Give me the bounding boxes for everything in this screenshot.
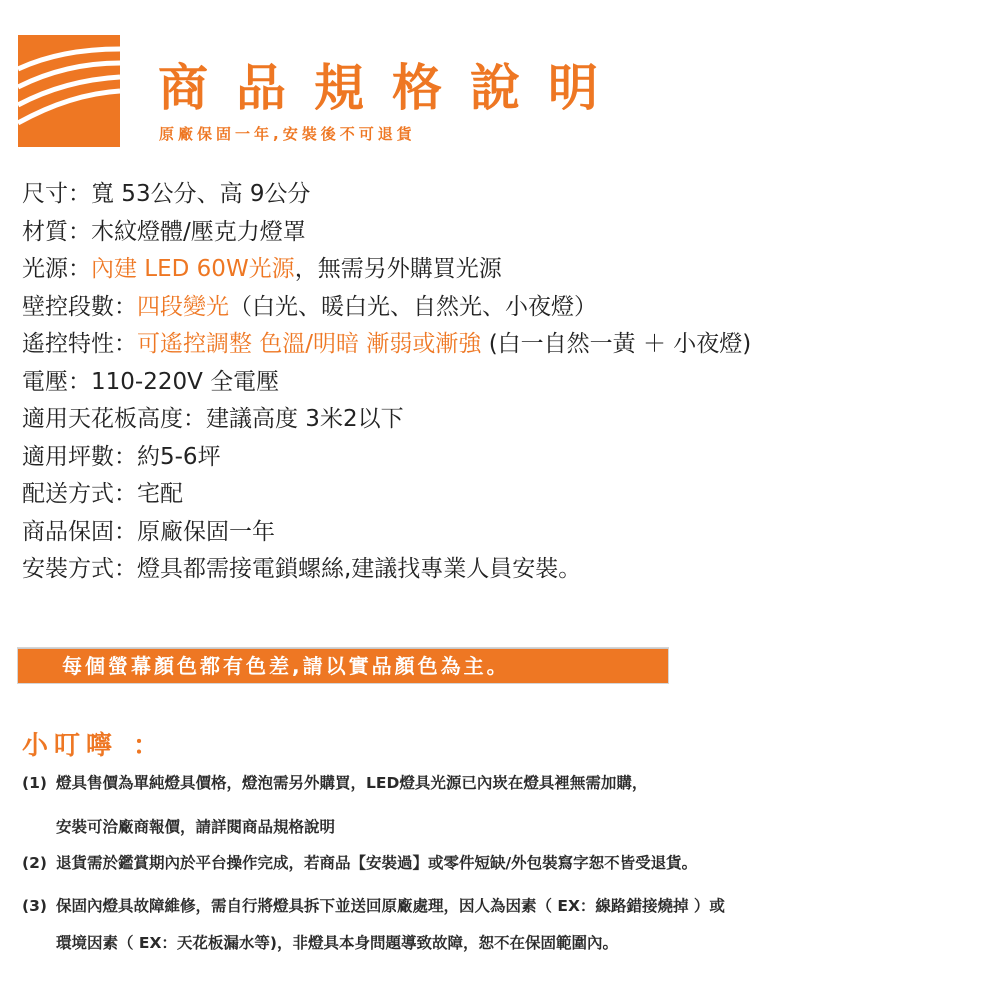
- spec-label: 遙控特性：: [22, 331, 137, 357]
- spec-value: 110-220V 全電壓: [91, 368, 280, 395]
- spec-material: [22, 214, 982, 252]
- spec-label: 光源：: [22, 256, 91, 282]
- tip-text: 保固內燈具故障維修，需自行將燈具拆下並送回原廠處理，因人為因素（ EX：線路錯接燒掉 ）或: [56, 897, 725, 915]
- tips-title: 小叮嚀 ：: [22, 731, 166, 761]
- spec-value: (白一自然一黃 ＋ 小夜燈): [488, 331, 752, 357]
- spec-value: 木紋燈體/壓克力燈罩: [91, 218, 306, 245]
- tip-text: 安裝可洽廠商報價，請詳閱商品規格說明: [56, 818, 336, 836]
- spec-label: 商品保固：: [22, 518, 137, 545]
- spec-value: 約5-6坪: [137, 443, 221, 470]
- spec-label: 材質：: [22, 218, 91, 245]
- spec-label: 適用天花板高度：: [22, 406, 206, 432]
- spec-delivery: [22, 476, 982, 514]
- spec-install: [22, 551, 982, 589]
- spec-highlight: 內建 LED 60W光源: [91, 256, 295, 282]
- spec-label: 配送方式：: [22, 481, 137, 507]
- tip-item-1-continued: [56, 816, 335, 838]
- spec-list: [22, 176, 982, 589]
- spec-remote: [22, 326, 982, 364]
- tip-text: 燈具售價為單純燈具價格，燈泡需另外購買，LED燈具光源已內崁在燈具裡無需加購，: [56, 774, 648, 792]
- spec-value: 宅配: [137, 481, 183, 507]
- spec-label: 尺寸：: [22, 181, 91, 207]
- page-subtitle: 原廠保固一年,安裝後不可退貨: [159, 125, 416, 143]
- spec-warranty: [22, 514, 982, 552]
- brand-logo: [18, 35, 120, 147]
- spec-label: 電壓：: [22, 368, 91, 395]
- page-title: 商品規格說明: [158, 59, 626, 117]
- tip-item-3-continued: [56, 932, 618, 954]
- spec-label: 安裝方式：: [22, 556, 137, 582]
- color-notice-text: 每個螢幕顏色都有色差,請以實品顏色為主。: [62, 654, 510, 678]
- tip-item-2: [22, 852, 697, 874]
- spec-label: 適用坪數：: [22, 443, 137, 470]
- color-notice-banner: [18, 648, 668, 683]
- tip-number: (3): [22, 897, 47, 915]
- spec-value: 原廠保固一年: [137, 518, 275, 545]
- tip-text: 退貨需於鑑賞期內於平台操作完成，若商品【安裝過】或零件短缺/外包裝寫字恕不皆受退貨。: [56, 854, 698, 872]
- tip-text: 環境因素（ EX：天花板漏水等)，非燈具本身問題導致故障，恕不在保固範圍內。: [56, 934, 619, 952]
- spec-area: [22, 439, 982, 477]
- tip-item-3: [22, 895, 725, 917]
- spec-value: 建議高度 3米2以下: [206, 406, 404, 432]
- spec-value: 燈具都需接電鎖螺絲,建議找專業人員安裝。: [137, 556, 582, 582]
- spec-label: 壁控段數：: [22, 293, 137, 320]
- spec-highlight: 四段變光: [137, 293, 229, 320]
- spec-voltage: [22, 364, 982, 402]
- tip-number: (2): [22, 854, 47, 872]
- spec-size: [22, 176, 982, 214]
- spec-light-source: [22, 251, 982, 289]
- spec-value: （白光、暖白光、自然光、小夜燈）: [229, 293, 597, 320]
- tip-number: (1): [22, 774, 47, 792]
- spec-highlight: 可遙控調整 色溫/明暗 漸弱或漸強: [137, 331, 482, 357]
- spec-value: ，無需另外購買光源: [294, 256, 502, 282]
- tip-item-1: [22, 772, 647, 794]
- spec-ceiling: [22, 401, 982, 439]
- spec-wall-steps: [22, 289, 982, 327]
- spec-value: 寬 53公分、高 9公分: [91, 181, 311, 207]
